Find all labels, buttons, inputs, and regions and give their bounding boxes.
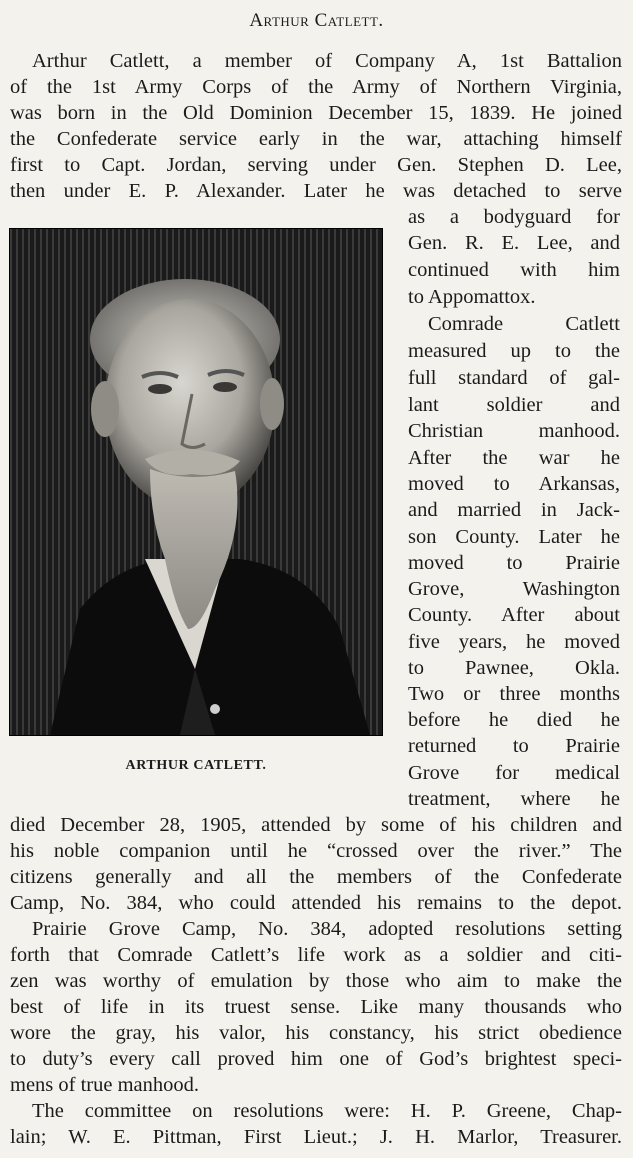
- text-line: The committee on resolutions were: H. P. Greene, Chap-: [32, 1100, 622, 1122]
- text-line: the Confederate service early in the war, attaching himself: [10, 128, 622, 150]
- text-line: Grove, Washington: [408, 578, 620, 600]
- text-line: wore the gray, his valor, his constancy, his strict obedience: [10, 1022, 622, 1044]
- portrait-photo: [10, 229, 382, 735]
- text-line: continued with him: [408, 259, 620, 281]
- text-line: Grove for medical: [408, 762, 620, 784]
- text-line: son County. Later he: [408, 526, 620, 548]
- text-line: full standard of gal-: [408, 367, 620, 389]
- text-line: before he died he: [408, 709, 620, 731]
- text-line: five years, he moved: [408, 631, 620, 653]
- text-line: was born in the Old Dominion December 15, 1839. He joined: [10, 102, 622, 124]
- text-line: as a bodyguard for: [408, 206, 620, 228]
- text-line: Prairie Grove Camp, No. 384, adopted resolutions setting: [32, 918, 622, 940]
- text-line: lant soldier and: [408, 394, 620, 416]
- text-line: citizens generally and all the members of the Confederate: [10, 866, 622, 888]
- text-line: and married in Jack-: [408, 499, 620, 521]
- text-line: Comrade Catlett: [428, 313, 620, 335]
- text-line: of the 1st Army Corps of the Army of Northern Virginia,: [10, 76, 622, 98]
- text-line: Christian manhood.: [408, 420, 620, 442]
- text-line: first to Capt. Jordan, serving under Gen. Stephen D. Lee,: [10, 154, 622, 176]
- text-line: moved to Prairie: [408, 552, 620, 574]
- text-line: zen was worthy of emulation by those who aim to make the: [10, 970, 622, 992]
- text-line: to Pawnee, Okla.: [408, 657, 620, 679]
- text-line: Camp, No. 384, who could attended his remains to the depot.: [10, 892, 622, 914]
- text-line: to duty’s every call proved him one of God’s brightest speci-: [10, 1048, 622, 1070]
- text-line: his noble companion until he “crossed over the river.” The: [10, 840, 622, 862]
- text-line: Arthur Catlett, a member of Company A, 1st Battalion: [32, 50, 622, 72]
- photo-caption: ARTHUR CATLETT.: [125, 758, 267, 773]
- text-line: Gen. R. E. Lee, and: [408, 232, 620, 254]
- text-line: Two or three months: [408, 683, 620, 705]
- article-title: Arthur Catlett.: [249, 10, 384, 31]
- text-line: lain; W. E. Pittman, First Lieut.; J. H. Marlor, Treasurer.: [10, 1126, 622, 1148]
- text-line: treatment, where he: [408, 788, 620, 810]
- text-line: died December 28, 1905, attended by some of his children and: [10, 814, 622, 836]
- text-line: After the war he: [408, 447, 620, 469]
- text-line: best of life in its truest sense. Like many thousands who: [10, 996, 622, 1018]
- text-line: measured up to the: [408, 340, 620, 362]
- text-line: moved to Arkansas,: [408, 473, 620, 495]
- text-line: forth that Comrade Catlett’s life work as a soldier and citi-: [10, 944, 622, 966]
- text-line: returned to Prairie: [408, 735, 620, 757]
- text-line: then under E. P. Alexander. Later he was detached to serve: [10, 180, 622, 202]
- text-line: County. After about: [408, 604, 620, 626]
- text-line: to Appomattox.: [408, 286, 536, 308]
- text-line: mens of true manhood.: [10, 1074, 200, 1096]
